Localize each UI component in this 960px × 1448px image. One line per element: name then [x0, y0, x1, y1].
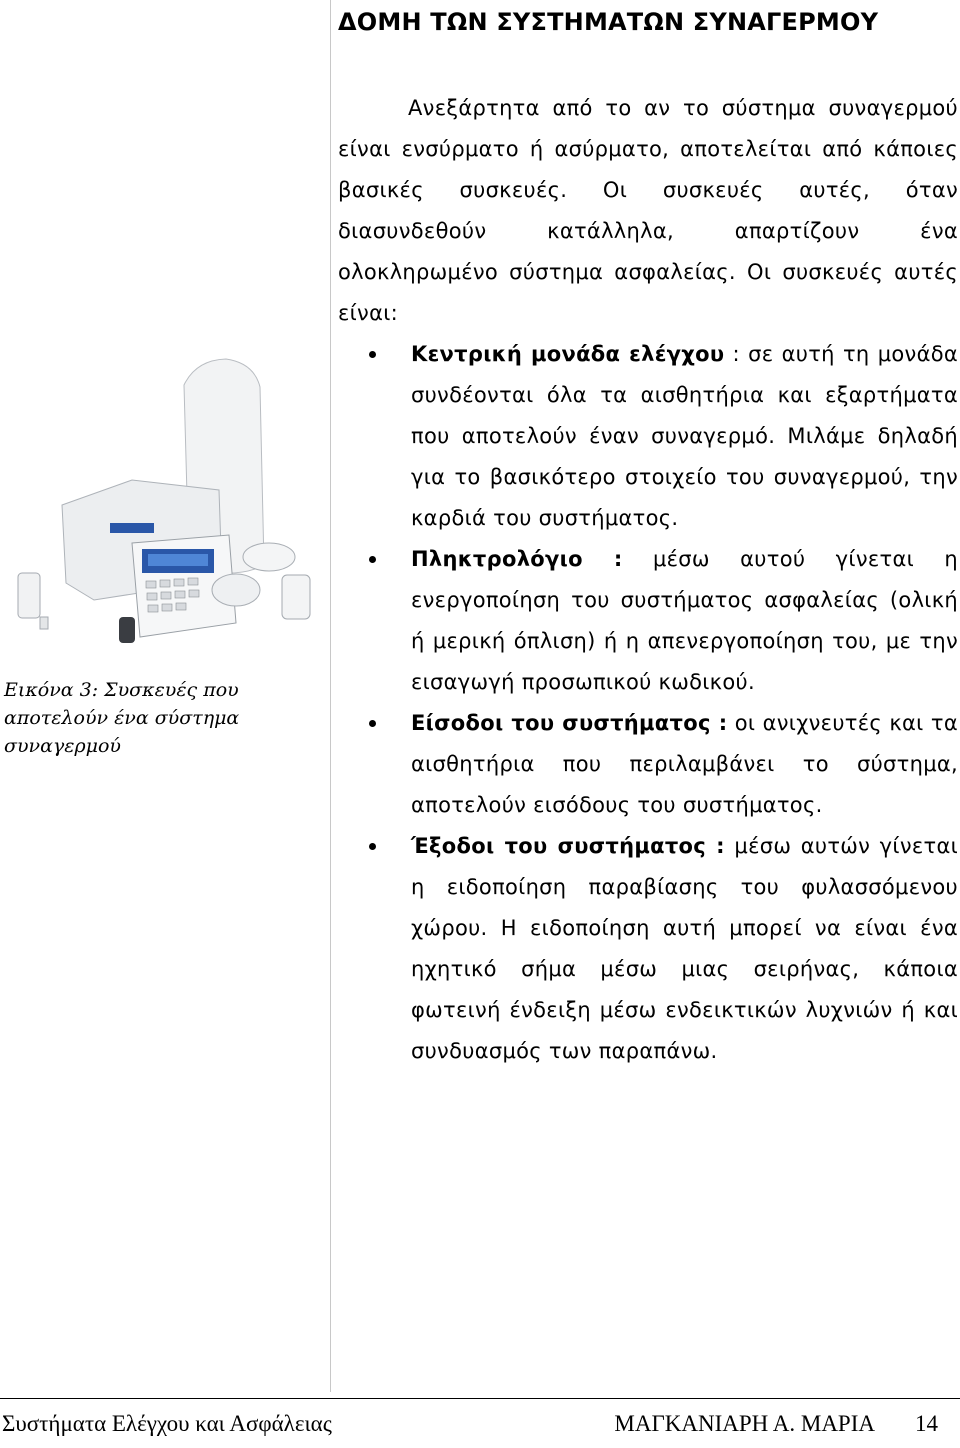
item-term: Είσοδοι του συστήματος :: [411, 711, 728, 735]
column-divider: [330, 0, 331, 1392]
list-item-keypad: [338, 539, 958, 703]
intro-paragraph: Ανεξάρτητα από το αν το σύστημα συναγερμού είναι ενσύρματο ή ασύρματο, αποτελείται από κάποιες βασικές συσκευές. Οι συσκευές αυτές, όταν διασυνδεθούν κατάλληλα, απαρτίζουν ένα ολοκληρωμένο σύστημα ασφαλείας. Οι συσκευές αυτές είναι:: [338, 96, 958, 325]
item-text: : σε αυτή τη μονάδα συνδέονται όλα τα αισθητήρια και εξαρτήματα που αποτελούν έναν συναγερμό. Μιλάμε δηλαδή για το βασικότερο στοιχείο του συναγερμού, την καρδιά του συστήματος.: [411, 342, 958, 530]
item-text: οι ανιχνευτές και τα αισθητήρια που περιλαμβάνει το σύστημα, αποτελούν εισόδους του συστήματος.: [411, 711, 958, 817]
bullet-icon: [369, 843, 376, 850]
footer-author: ΜΑΓΚΑΝΙΑΡΗ Α. ΜΑΡΙΑ: [614, 1411, 875, 1436]
list-item-control-unit: [338, 334, 958, 539]
remote-control: [119, 617, 135, 643]
figure-caption: Εικόνα 3: Συσκευές που αποτελούν ένα σύστημα συναγερμού: [4, 679, 240, 757]
footer-rule: [0, 1398, 960, 1399]
alarm-devices-photo: [14, 355, 314, 645]
list-item-outputs: [338, 826, 958, 1072]
motion-sensor: [282, 575, 310, 619]
item-text: μέσω αυτού γίνεται η ενεργοποίηση του συστήματος ασφαλείας (ολική ή μερική όπλιση) ή η απενεργοποίηση του, με την εισαγωγή προσωπικού κωδικού.: [411, 547, 958, 694]
item-term: Πληκτρολόγιο :: [411, 547, 623, 571]
page-footer: [0, 1404, 960, 1444]
footer-right: [614, 1404, 938, 1444]
smoke-detector: [243, 543, 295, 571]
item-term: Κεντρική μονάδα ελέγχου: [411, 342, 725, 366]
bullet-icon: [369, 556, 376, 563]
item-term: Έξοδοι του συστήματος :: [411, 834, 725, 858]
bullet-icon: [369, 720, 376, 727]
item-text: μέσω αυτών γίνεται η ειδοποίηση παραβίασης του φυλασσόμενου χώρου. Η ειδοποίηση αυτή μπορεί να είναι ένα ηχητικό σήμα μέσω μιας σειρήνας, κάποια φωτεινή ένδειξη μέσω ενδεικτικών λυχνιών ή και συνδυασμός των παραπάνω.: [411, 834, 958, 1063]
footer-page-number: 14: [915, 1411, 938, 1436]
magnetic-contact: [40, 617, 48, 629]
device-list: [338, 334, 958, 1072]
figure-column: [0, 0, 330, 1392]
page-title: ΔΟΜΗ ΤΩΝ ΣΥΣΤΗΜΑΤΩΝ ΣΥΝΑΓΕΡΜΟΥ: [338, 8, 879, 36]
bullet-icon: [369, 351, 376, 358]
list-item-inputs: [338, 703, 958, 826]
pir-detector: [18, 573, 40, 618]
footer-course-title: Συστήματα Ελέγχου και Ασφάλειας: [2, 1411, 332, 1436]
